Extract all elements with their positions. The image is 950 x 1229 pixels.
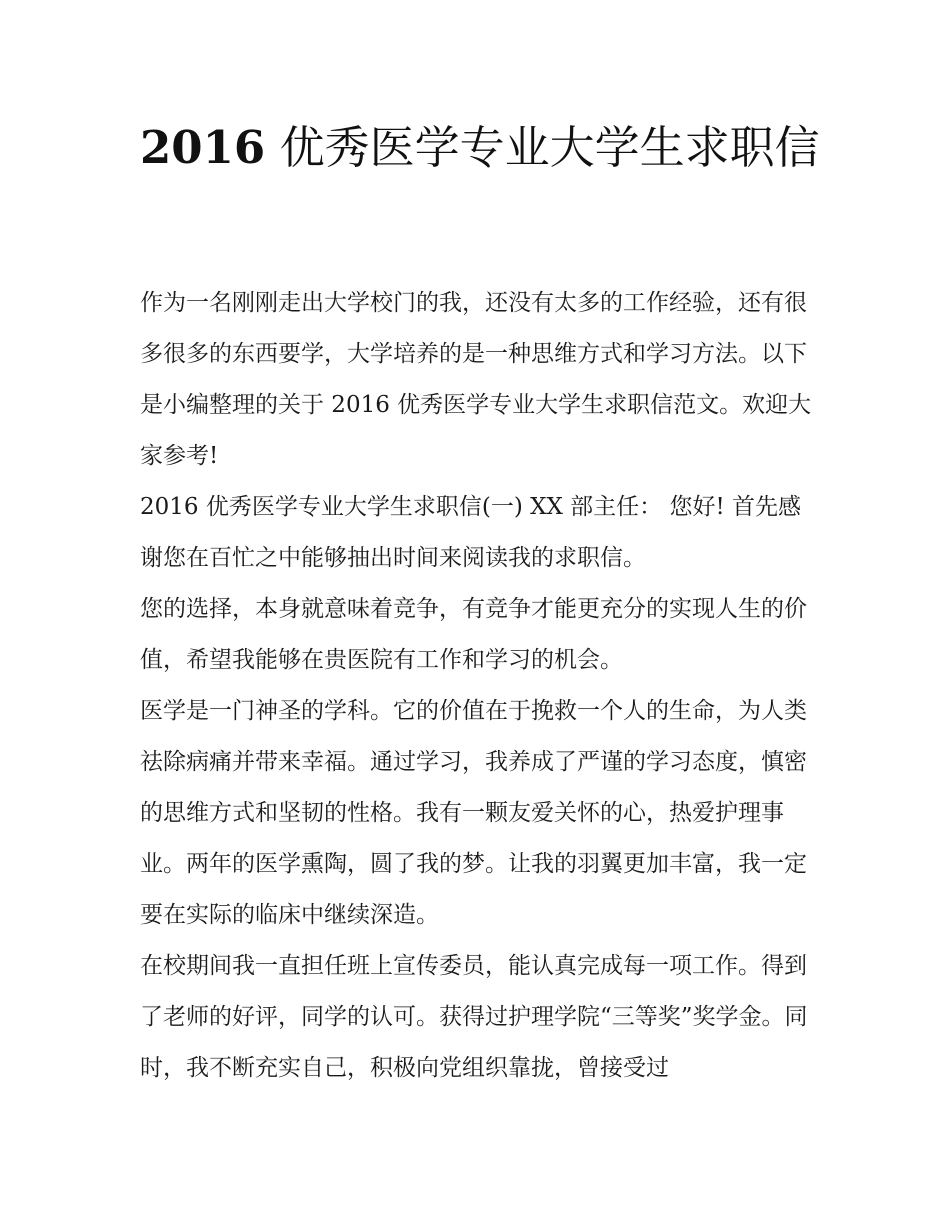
page-title (140, 116, 820, 180)
document-body (140, 278, 816, 1094)
paragraph-intro: 作为一名刚刚走出大学校门的我，还没有太多的工作经验，还有很多很多的东西要学，大学培养的是一种思维方式和学习方法。以下是小编整理的关于 2016 优秀医学专业大学生求职信范文。欢迎大家参考! (140, 290, 812, 469)
paragraph-medicine: 医学是一门神圣的学科。它的价值在于挽救一个人的生命，为人类祛除病痛并带来幸福。通过学习，我养成了严谨的学习态度，慎密的思维方式和坚韧的性格。我有一颗友爱关怀的心，热爱护理事业。两年的医学熏陶，圆了我的梦。让我的羽翼更加丰富，我一定要在实际的临床中继续深造。 (140, 698, 807, 928)
paragraph-choice: 您的选择，本身就意味着竞争，有竞争才能更充分的实现人生的价值，希望我能够在贵医院有工作和学习的机会。 (140, 596, 807, 673)
paragraph-greeting: 2016 优秀医学专业大学生求职信(一) XX 部主任： 您好! 首先感谢您在百忙之中能够抽出时间来阅读我的求职信。 (140, 494, 802, 571)
paragraph-school: 在校期间我一直担任班上宣传委员，能认真完成每一项工作。得到了老师的好评，同学的认可。获得过护理学院“三等奖”奖学金。同时，我不断充实自己，积极向党组织靠拢，曾接受过 (140, 953, 808, 1081)
title-text: 优秀医学专业大学生求职信 (279, 121, 820, 174)
title-year: 2016 (140, 121, 266, 174)
